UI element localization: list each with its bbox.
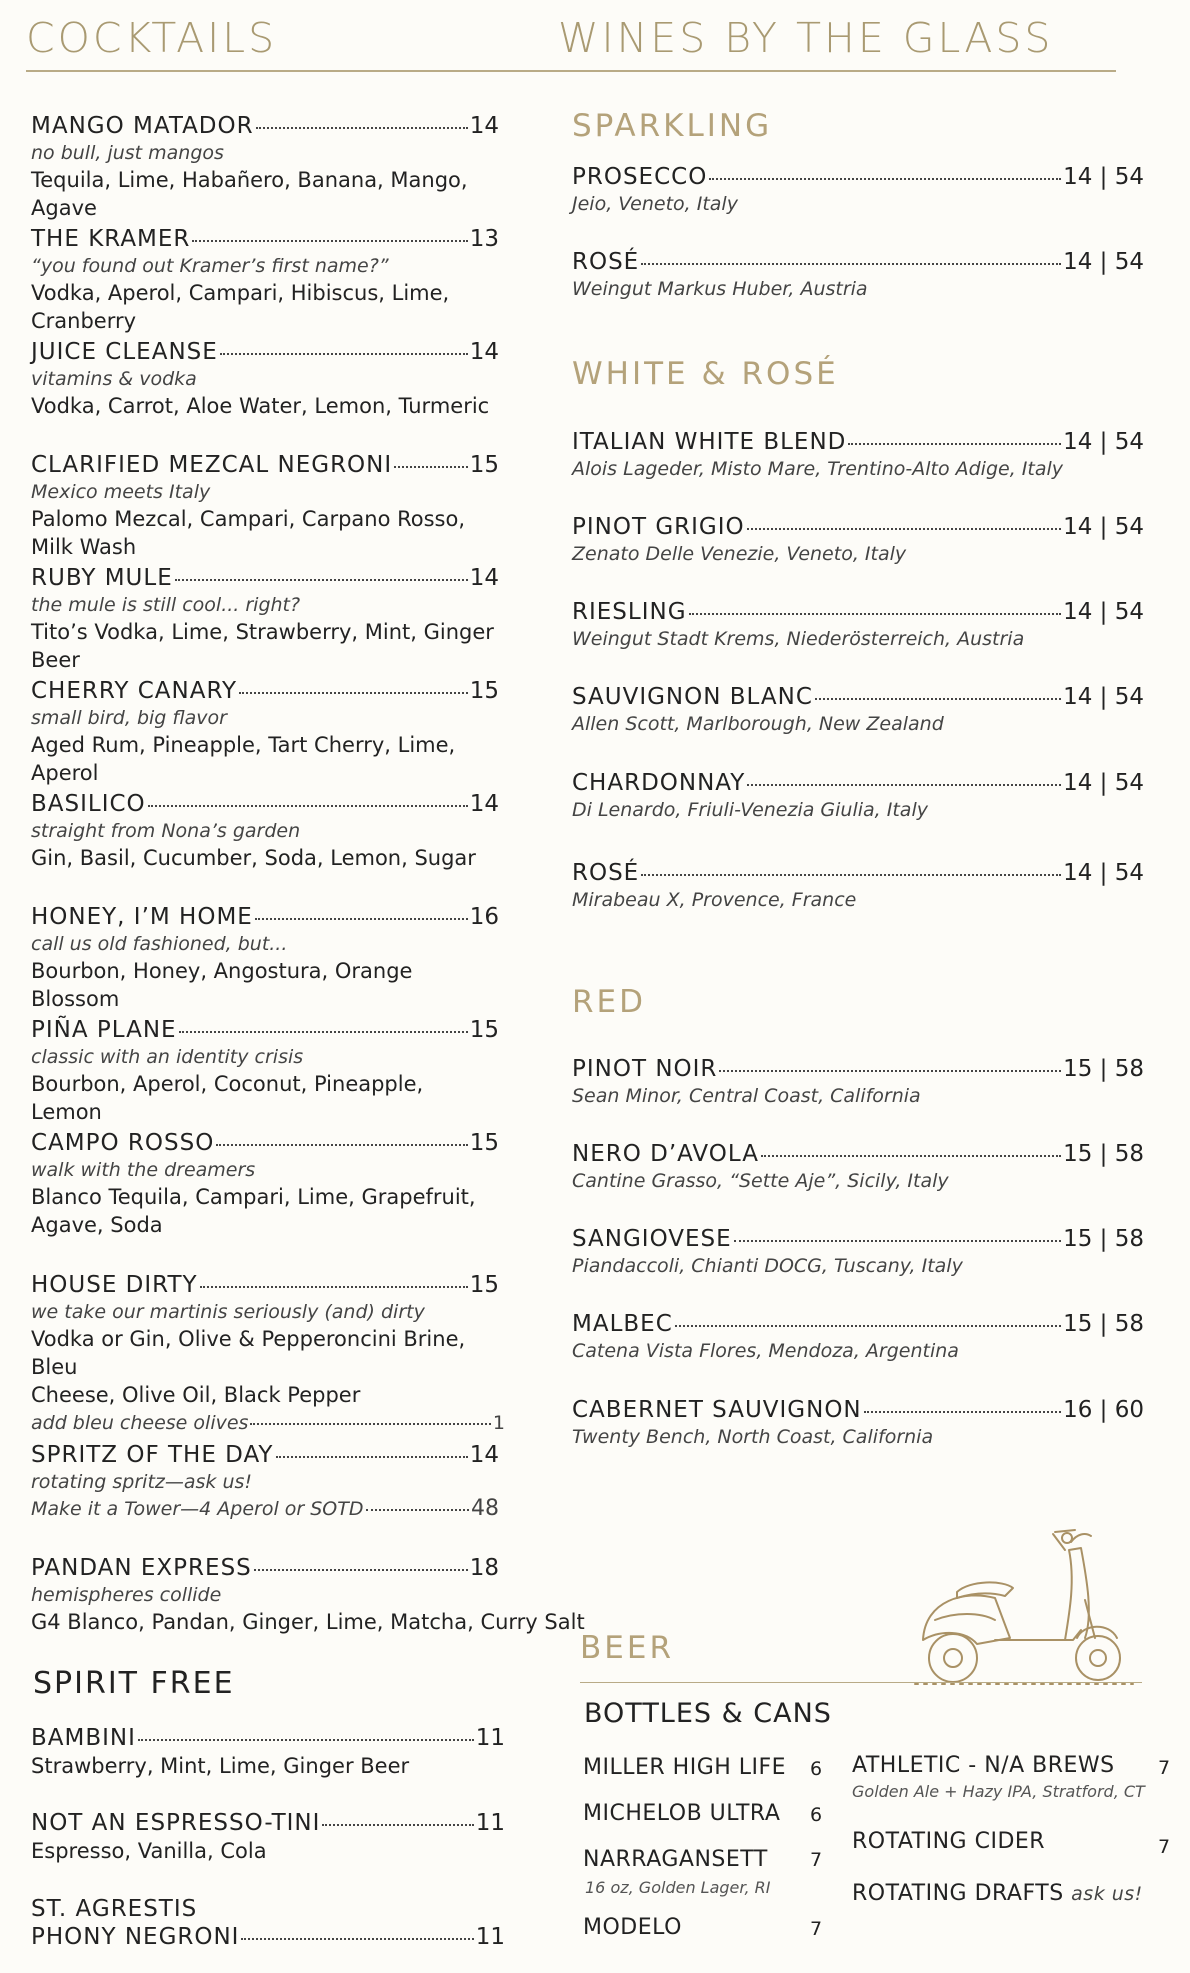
item-desc: Weingut Stadt Krems, Niederösterreich, Austria <box>572 628 1025 650</box>
wine-item <box>572 1140 1144 1194</box>
leader-dots <box>241 1938 473 1940</box>
leader-dots <box>148 805 468 807</box>
leader-dots <box>200 1286 468 1288</box>
item-ingredients: Blanco Tequila, Campari, Lime, Grapefruit, <box>31 1185 476 1209</box>
white-rose-heading: WHITE & ROSÉ <box>572 356 839 392</box>
beer-price: 7 <box>810 1849 823 1871</box>
item-ingredients: Vodka, Aperol, Campari, Hibiscus, Lime, Cranberry <box>31 281 450 333</box>
cocktail-item <box>31 1441 499 1523</box>
cocktail-item <box>31 564 499 674</box>
leader-dots <box>709 178 1061 180</box>
leader-dots <box>848 443 1061 445</box>
item-desc: “you found out Kramer’s first name?” <box>31 255 389 277</box>
item-desc: Mexico meets Italy <box>31 481 211 503</box>
spirit-free-item <box>31 1724 505 1780</box>
item-desc: Piandaccoli, Chianti DOCG, Tuscany, Italy <box>572 1255 963 1277</box>
item-desc: the mule is still cool... right? <box>31 594 301 616</box>
item-name: BAMBINI <box>31 1725 136 1751</box>
item-ingredients: Tequila, Lime, Habañero, Banana, Mango, Agave <box>31 168 468 220</box>
cocktail-item <box>31 338 499 420</box>
addon-price: 1 <box>492 1412 505 1434</box>
beer-price: 7 <box>1158 1836 1171 1858</box>
item-price: 18 <box>469 1555 499 1581</box>
beer-name: ROTATING CIDER <box>852 1829 1046 1854</box>
wine-item <box>572 683 1144 737</box>
item-ingredients: Strawberry, Mint, Lime, Ginger Beer <box>31 1754 410 1778</box>
item-name: PIÑA PLANE <box>31 1017 177 1043</box>
item-name: HOUSE DIRTY <box>31 1272 198 1298</box>
item-desc: we take our martinis seriously (and) dirty <box>31 1301 425 1323</box>
beer-name: MILLER HIGH LIFE <box>583 1755 787 1780</box>
wine-item <box>572 248 1144 302</box>
item-desc: Weingut Markus Huber, Austria <box>572 278 868 300</box>
item-name: JUICE CLEANSE <box>31 339 218 365</box>
cocktail-item <box>31 1554 585 1636</box>
leader-dots <box>254 1569 468 1571</box>
item-desc: walk with the dreamers <box>31 1159 256 1181</box>
beer-name: MODELO <box>583 1915 682 1940</box>
wine-item <box>572 769 1144 823</box>
item-price: 11 <box>475 1725 505 1751</box>
item-desc: Catena Vista Flores, Mendoza, Argentina <box>572 1340 959 1362</box>
beer-rule <box>580 1682 1142 1683</box>
leader-dots <box>719 1070 1061 1072</box>
leader-dots <box>175 579 468 581</box>
cocktail-item <box>31 1271 505 1437</box>
item-name: PHONY NEGRONI <box>31 1924 240 1950</box>
item-price: 14 | 54 <box>1063 770 1144 796</box>
item-price: 15 | 58 <box>1063 1141 1144 1167</box>
cocktail-item <box>31 1129 499 1239</box>
item-desc: Jeio, Veneto, Italy <box>572 193 738 215</box>
item-ingredients: Palomo Mezcal, Campari, Carpano Rosso, Milk Wash <box>31 507 466 559</box>
item-ingredients: G4 Blanco, Pandan, Ginger, Lime, Matcha, Curry Salt <box>31 1610 585 1634</box>
item-price: 15 <box>469 452 499 478</box>
item-price: 13 <box>469 226 499 252</box>
beer-name: MICHELOB ULTRA <box>583 1801 781 1826</box>
cocktail-item <box>31 1016 499 1126</box>
wine-item <box>572 598 1144 652</box>
item-ingredients: Bourbon, Honey, Angostura, Orange Blossom <box>31 959 413 1011</box>
leader-dots <box>689 613 1062 615</box>
wine-item <box>572 513 1144 567</box>
item-name: PINOT GRIGIO <box>572 514 745 540</box>
item-price: 15 | 58 <box>1063 1311 1144 1337</box>
tower-label: Make it a Tower—4 Aperol or SOTD <box>31 1498 364 1520</box>
item-name: CHERRY CANARY <box>31 678 238 704</box>
leader-dots <box>734 1240 1061 1242</box>
item-price: 14 | 54 <box>1063 684 1144 710</box>
item-name: RIESLING <box>572 599 687 625</box>
red-heading: RED <box>572 984 646 1020</box>
beer-name: ATHLETIC - N/A BREWS <box>852 1753 1115 1778</box>
header-rule <box>26 70 1116 72</box>
item-name: RUBY MULE <box>31 565 173 591</box>
item-ingredients: Aged Rum, Pineapple, Tart Cherry, Lime, Aperol <box>31 733 456 785</box>
wine-item <box>572 163 1144 217</box>
spirit-free-item <box>31 1895 505 1951</box>
item-price: 14 | 54 <box>1063 249 1144 275</box>
item-name: SPRITZ OF THE DAY <box>31 1442 274 1468</box>
item-desc: Di Lenardo, Friuli-Venezia Giulia, Italy <box>572 799 928 821</box>
item-name: PROSECCO <box>572 164 708 190</box>
item-desc: no bull, just mangos <box>31 142 224 164</box>
item-name: SANGIOVESE <box>572 1226 732 1252</box>
item-price: 15 <box>469 1130 499 1156</box>
item-desc: classic with an identity crisis <box>31 1046 304 1068</box>
item-name: HONEY, I’M HOME <box>31 904 253 930</box>
cocktail-item <box>31 790 499 872</box>
item-price: 15 | 58 <box>1063 1056 1144 1082</box>
leader-dots <box>179 1031 468 1033</box>
item-name: PINOT NOIR <box>572 1056 718 1082</box>
leader-dots <box>276 1456 468 1458</box>
wine-item <box>572 428 1144 482</box>
item-name: ROSÉ <box>572 249 640 275</box>
item-desc: Twenty Bench, North Coast, California <box>572 1426 934 1448</box>
leader-dots <box>256 127 468 129</box>
item-price: 15 <box>469 1017 499 1043</box>
wine-item <box>572 1055 1144 1109</box>
cocktail-item <box>31 112 499 222</box>
item-name: THE KRAMER <box>31 226 191 252</box>
leader-dots <box>239 692 468 694</box>
item-price: 11 <box>475 1810 505 1836</box>
item-desc: Allen Scott, Marlborough, New Zealand <box>572 713 944 735</box>
item-ingredients: Bourbon, Aperol, Coconut, Pineapple, Lemon <box>31 1072 424 1124</box>
item-name: ITALIAN WHITE BLEND <box>572 429 847 455</box>
leader-dots <box>216 1144 467 1146</box>
item-desc: hemispheres collide <box>31 1584 222 1606</box>
item-name: SAUVIGNON BLANC <box>572 684 813 710</box>
addon-label: add bleu cheese olives <box>31 1412 249 1434</box>
item-name: BASILICO <box>31 791 146 817</box>
item-name: CHARDONNAY <box>572 770 746 796</box>
item-name: CLARIFIED MEZCAL NEGRONI <box>31 452 393 478</box>
spirit-free-heading: SPIRIT FREE <box>33 1666 235 1701</box>
item-price: 14 <box>469 113 499 139</box>
item-name: PANDAN EXPRESS <box>31 1555 252 1581</box>
item-desc: Alois Lageder, Misto Mare, Trentino-Alto Adige, Italy <box>572 458 1063 480</box>
beer-name: ROTATING DRAFTS <box>852 1881 1064 1906</box>
item-desc: Sean Minor, Central Coast, California <box>572 1085 921 1107</box>
wine-item <box>572 1396 1144 1450</box>
item-desc: Cantine Grasso, “Sette Aje”, Sicily, Italy <box>572 1170 949 1192</box>
leader-dots <box>864 1411 1061 1413</box>
item-price: 14 | 54 <box>1063 429 1144 455</box>
beer-note: ask us! <box>1071 1883 1143 1905</box>
item-desc: call us old fashioned, but... <box>31 933 288 955</box>
item-name: MALBEC <box>572 1311 673 1337</box>
item-price: 15 <box>469 678 499 704</box>
item-desc: straight from Nona’s garden <box>31 820 301 842</box>
bottles-cans-heading: BOTTLES & CANS <box>584 1698 832 1729</box>
item-desc: Mirabeau X, Provence, France <box>572 889 857 911</box>
item-name: NERO D’AVOLA <box>572 1141 759 1167</box>
leader-dots <box>394 466 468 468</box>
item-desc: vitamins & vodka <box>31 368 197 390</box>
leader-dots <box>220 353 468 355</box>
tower-price: 48 <box>471 1496 499 1521</box>
leader-dots <box>138 1739 474 1741</box>
item-name: CAMPO ROSSO <box>31 1130 215 1156</box>
item-price: 14 | 54 <box>1063 164 1144 190</box>
item-name-line1: ST. AGRESTIS <box>31 1896 198 1922</box>
item-price: 14 | 54 <box>1063 599 1144 625</box>
wines-heading: WINES BY THE GLASS <box>558 14 1054 62</box>
item-ingredients: Espresso, Vanilla, Cola <box>31 1839 267 1863</box>
leader-dots <box>815 698 1061 700</box>
beer-name: NARRAGANSETT <box>583 1847 768 1872</box>
leader-dots <box>675 1325 1061 1327</box>
wine-item <box>572 859 1144 913</box>
beer-price: 7 <box>1158 1757 1171 1779</box>
wine-item <box>572 1310 1144 1364</box>
item-price: 14 <box>469 339 499 365</box>
item-price: 14 <box>469 791 499 817</box>
leader-dots <box>322 1824 473 1826</box>
leader-dots <box>747 784 1061 786</box>
beer-heading: BEER <box>580 1630 674 1666</box>
item-price: 14 <box>469 1442 499 1468</box>
item-price: 14 <box>469 565 499 591</box>
leader-dots <box>192 240 467 242</box>
beer-price: 6 <box>810 1804 823 1826</box>
item-ingredients: Vodka or Gin, Olive & Pepperoncini Brine, Bleu <box>31 1327 466 1379</box>
beer-row-drafts <box>852 1881 1143 1906</box>
item-desc: small bird, big flavor <box>31 707 227 729</box>
item-ingredients: Tito’s Vodka, Lime, Strawberry, Mint, Ginger Beer <box>31 620 494 672</box>
beer-price: 6 <box>810 1758 823 1780</box>
cocktail-item <box>31 225 499 335</box>
leader-dots <box>366 1509 470 1511</box>
scooter-icon <box>895 1520 1150 1695</box>
leader-dots <box>761 1155 1061 1157</box>
item-ingredients: Gin, Basil, Cucumber, Soda, Lemon, Sugar <box>31 846 476 870</box>
cocktail-item <box>31 903 499 1013</box>
spirit-free-item <box>31 1809 505 1865</box>
leader-dots <box>255 918 468 920</box>
beer-note: 16 oz, Golden Lager, RI <box>585 1878 771 1897</box>
item-ingredients: Vodka, Carrot, Aloe Water, Lemon, Turmeric <box>31 394 490 418</box>
item-ingredients-cont: Cheese, Olive Oil, Black Pepper <box>31 1383 361 1407</box>
item-name: MANGO MATADOR <box>31 113 254 139</box>
leader-dots <box>641 874 1061 876</box>
item-name: CABERNET SAUVIGNON <box>572 1397 862 1423</box>
item-name: NOT AN ESPRESSO-TINI <box>31 1810 321 1836</box>
cocktail-item <box>31 677 499 787</box>
item-price: 11 <box>475 1924 505 1950</box>
item-price: 14 | 54 <box>1063 514 1144 540</box>
item-price: 15 | 58 <box>1063 1226 1144 1252</box>
item-price: 15 <box>469 1272 499 1298</box>
item-desc: Zenato Delle Venezie, Veneto, Italy <box>572 543 907 565</box>
leader-dots <box>641 263 1061 265</box>
item-price: 14 | 54 <box>1063 860 1144 886</box>
cocktails-heading: COCKTAILS <box>26 14 278 62</box>
sparkling-heading: SPARKLING <box>572 108 773 144</box>
item-price: 16 | 60 <box>1063 1397 1144 1423</box>
wine-item <box>572 1225 1144 1279</box>
item-ingredients-cont: Agave, Soda <box>31 1213 163 1237</box>
beer-price: 7 <box>810 1918 823 1940</box>
item-name: ROSÉ <box>572 860 640 886</box>
item-price: 16 <box>469 904 499 930</box>
beer-note: Golden Ale + Hazy IPA, Stratford, CT <box>852 1782 1145 1801</box>
leader-dots <box>747 528 1061 530</box>
cocktail-item <box>31 451 499 561</box>
leader-dots <box>250 1423 490 1425</box>
item-desc: rotating spritz—ask us! <box>31 1471 253 1493</box>
